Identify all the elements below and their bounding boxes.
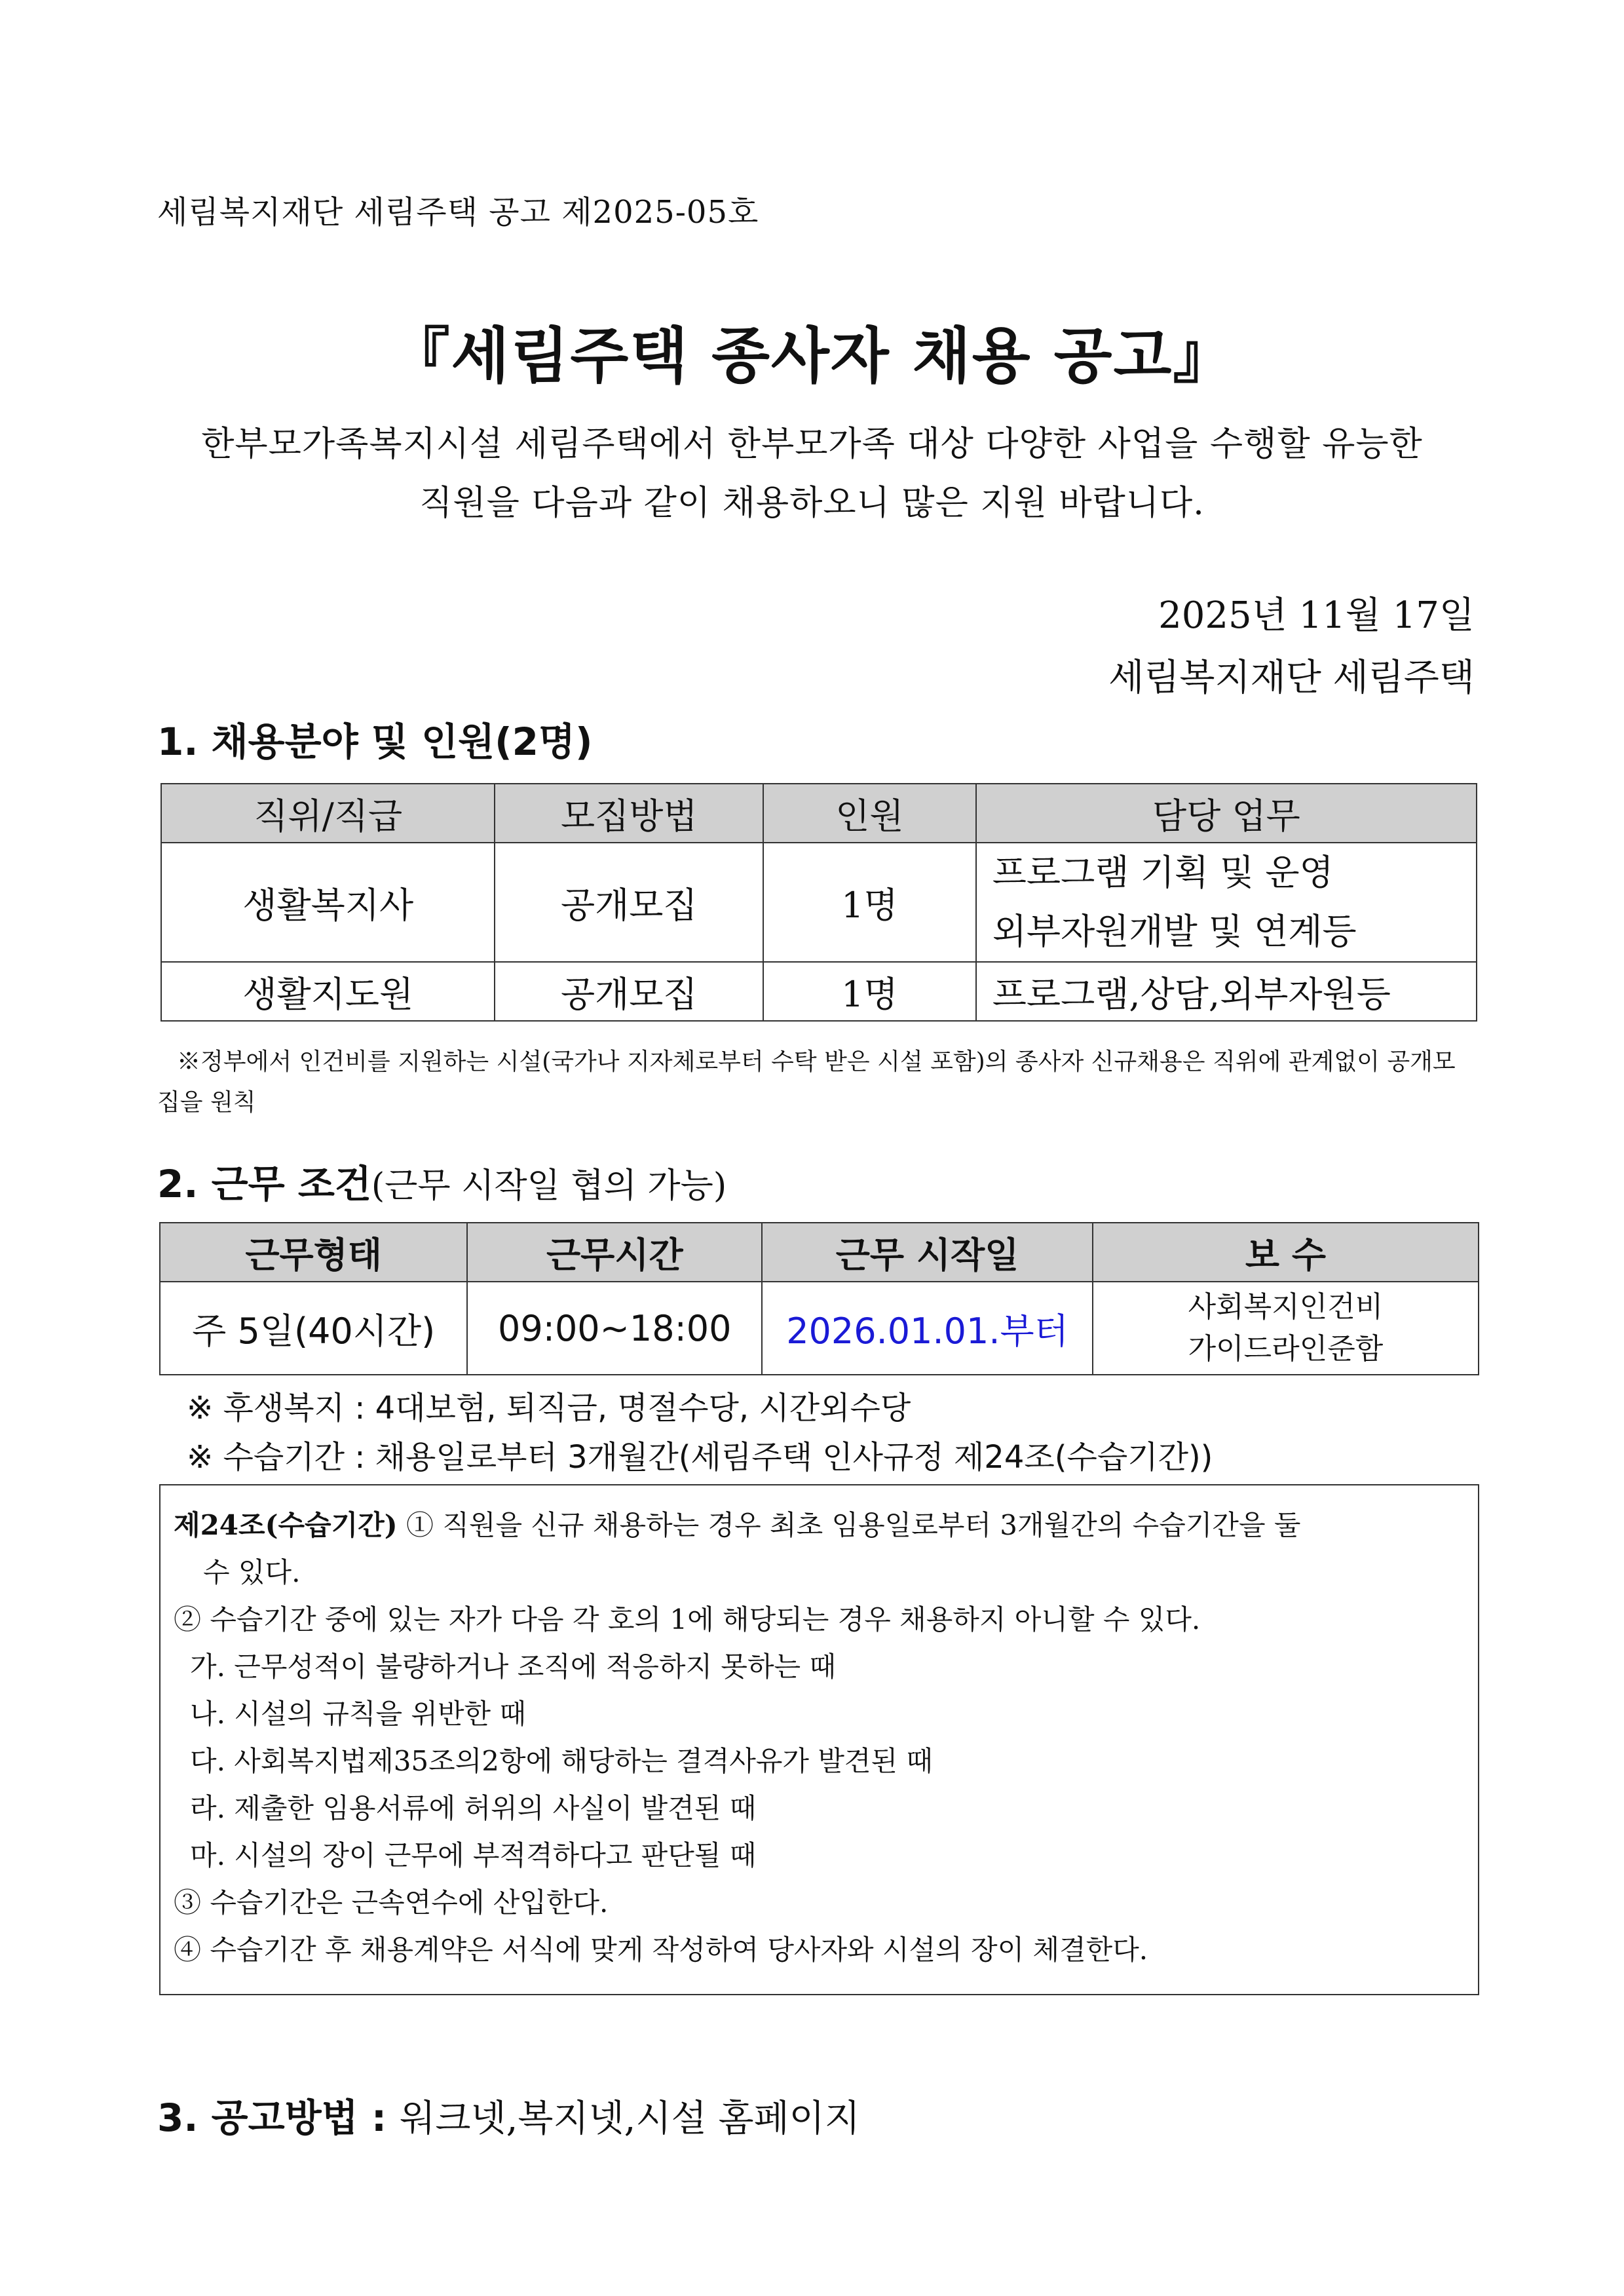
regulation-line: 가. 근무성적이 불량하거나 조직에 적응하지 못하는 때 (190, 1651, 837, 1683)
header-position: 직위/직급 (161, 784, 495, 843)
regulation-line: ② 수습기간 중에 있는 자가 다음 각 호의 1에 해당되는 경우 채용하지 아니할 수 있다. (174, 1603, 1201, 1636)
regulation-line: 다. 사회복지법제35조의2항에 해당하는 결격사유가 발견된 때 (190, 1745, 933, 1777)
intro-line-2: 직원을 다음과 같이 채용하오니 많은 지원 바랍니다. (419, 484, 1205, 523)
work-conditions-table (159, 1222, 1479, 1375)
header-pay: 보 수 (1093, 1223, 1479, 1282)
table-header-row (160, 1223, 1479, 1282)
method-cell: 공개모집 (495, 843, 763, 962)
table-row (161, 962, 1477, 1021)
position-cell: 생활복지사 (161, 843, 495, 962)
section-2-subtitle: (근무 시작일 협의 가능) (371, 1166, 727, 1206)
probation-regulation-box (159, 1484, 1479, 1995)
announcement-method: 워크넷,복지넷,시설 홈페이지 (400, 2097, 860, 2140)
section-3-heading (157, 2087, 860, 2142)
recruitment-table (161, 783, 1477, 1022)
duty-line: 외부자원개발 및 연계등 (992, 911, 1357, 952)
pay-line: 가이드라인준함 (1188, 1332, 1384, 1366)
pay-line: 사회복지인건비 (1188, 1290, 1384, 1324)
regulation-line: 나. 시설의 규칙을 위반한 때 (190, 1698, 527, 1730)
section-2-heading (157, 1153, 727, 1208)
count-cell: 1명 (763, 962, 976, 1021)
regulation-line: 라. 제출한 임용서류에 허위의 사실이 발견된 때 (190, 1792, 757, 1824)
section-1-heading: 1. 채용분야 및 인원(2명) (157, 719, 593, 764)
method-cell: 공개모집 (495, 962, 763, 1021)
welfare-note: ※ 후생복지 : 4대보험, 퇴직금, 명절수당, 시간외수당 (187, 1390, 911, 1426)
duty-cell (976, 843, 1477, 962)
duty-cell: 프로그램,상담,외부자원등 (976, 962, 1477, 1021)
pay-cell (1093, 1282, 1479, 1375)
regulation-line (174, 1504, 1300, 1543)
section-2-title: 2. 근무 조건 (157, 1162, 371, 1206)
header-duty: 담당 업무 (976, 784, 1477, 843)
table-row (161, 843, 1477, 962)
table-header-row (161, 784, 1477, 843)
work-hours-cell: 09:00~18:00 (467, 1282, 762, 1375)
duty-line: 프로그램 기획 및 운영 (992, 852, 1334, 893)
position-cell: 생활지도원 (161, 962, 495, 1021)
document-title: 『세림주택 종사자 채용 공고』 (389, 321, 1235, 391)
regulation-line: ④ 수습기간 후 채용계약은 서식에 맞게 작성하여 당사자와 시설의 장이 체결한다. (174, 1934, 1148, 1966)
regulation-text: ① 직원을 신규 채용하는 경우 최초 임용일로부터 3개월간의 수습기간을 둘 (406, 1509, 1301, 1541)
notice-number: 세림복지재단 세림주택 공고 제2025-05호 (157, 194, 759, 231)
issue-date: 2025년 11월 17일 (1158, 594, 1475, 637)
table-row (160, 1282, 1479, 1375)
work-form-cell: 주 5일(40시간) (160, 1282, 467, 1375)
header-method: 모집방법 (495, 784, 763, 843)
count-cell: 1명 (763, 843, 976, 962)
regulation-line: 수 있다. (203, 1556, 301, 1588)
regulation-article: 제24조(수습기간) (174, 1509, 398, 1541)
public-recruitment-footnote: ※정부에서 인건비를 지원하는 시설(국가나 지자체로부터 수탁 받은 시설 포함)의 종사자 신규채용은 직위에 관계없이 공개모집을 원칙 (157, 1048, 1456, 1116)
intro-line-1: 한부모가족복지시설 세림주택에서 한부모가족 대상 다양한 사업을 수행할 유능한 (201, 425, 1423, 464)
header-work-hours: 근무시간 (467, 1223, 762, 1282)
header-start-date: 근무 시작일 (762, 1223, 1093, 1282)
regulation-line: ③ 수습기간은 근속연수에 산입한다. (174, 1886, 609, 1919)
header-count: 인원 (763, 784, 976, 843)
probation-note: ※ 수습기간 : 채용일로부터 3개월간(세림주택 인사규정 제24조(수습기간)) (187, 1439, 1213, 1476)
section-3-title: 3. 공고방법 : (157, 2095, 387, 2140)
header-work-form: 근무형태 (160, 1223, 467, 1282)
regulation-line: 마. 시설의 장이 근무에 부적격하다고 판단될 때 (190, 1839, 757, 1871)
start-date-cell: 2026.01.01.부터 (762, 1282, 1093, 1375)
issuer-name: 세림복지재단 세림주택 (1108, 657, 1475, 699)
